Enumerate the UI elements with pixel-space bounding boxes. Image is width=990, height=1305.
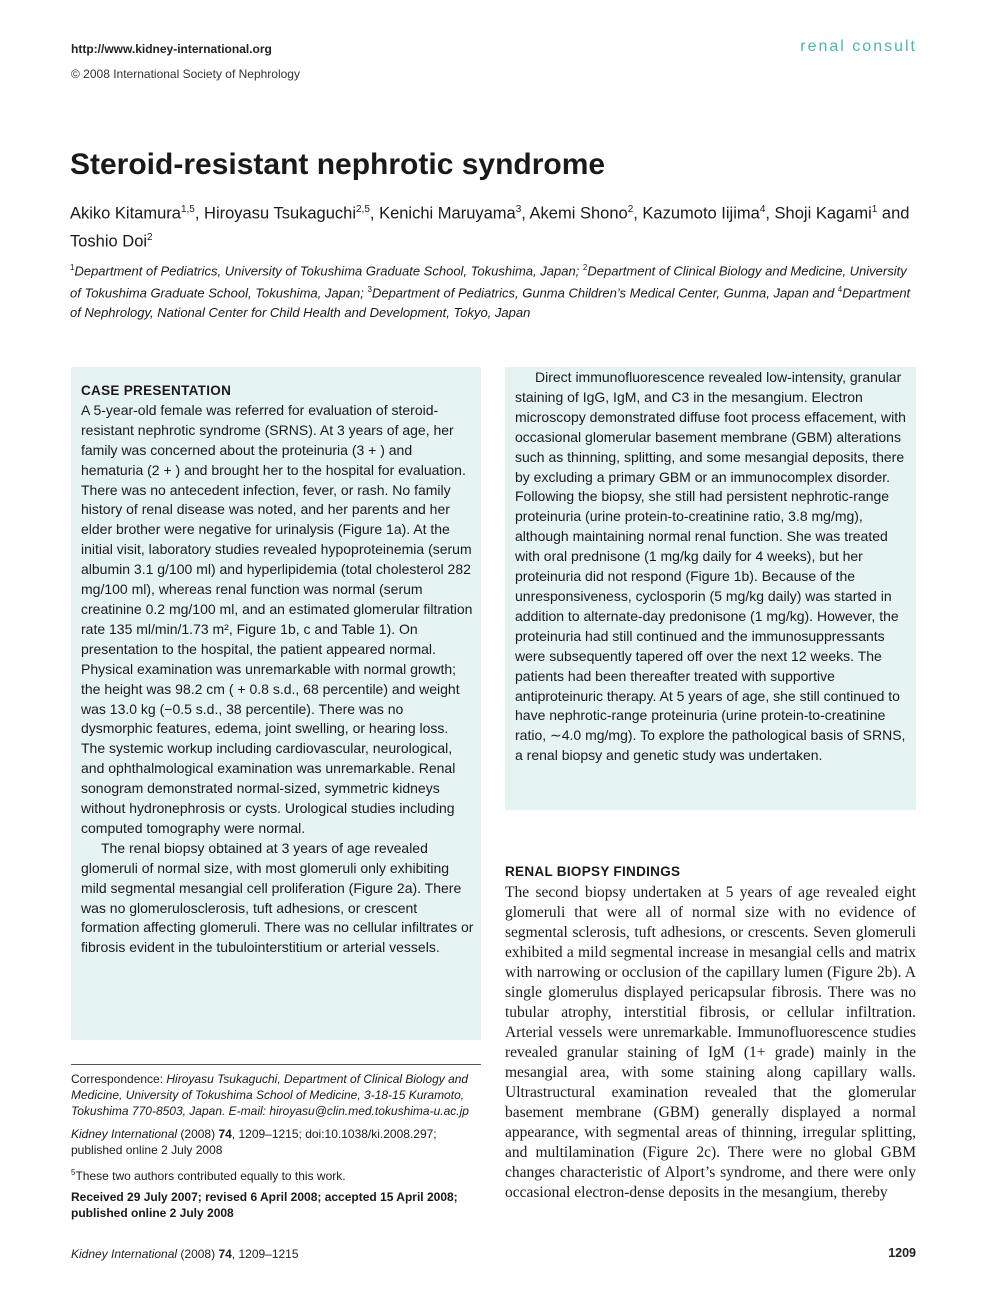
author-affiliation-mark: 4	[759, 204, 766, 215]
citation-volume: 74	[218, 1127, 232, 1141]
correspondence-note	[71, 1071, 483, 1119]
affiliation-text: Department of Clinical Biology and Medicine, University of Tokushima Graduate School, Tokushima, Japan;	[70, 263, 907, 301]
correspondence-label: Correspondence:	[71, 1072, 167, 1086]
footer-journal: Kidney International	[71, 1247, 178, 1261]
case-presentation-box	[71, 367, 481, 1040]
author-affiliation-mark: 2,5	[356, 204, 370, 215]
author-affiliation-mark: 3	[515, 204, 522, 215]
citation-journal: Kidney International	[71, 1127, 178, 1141]
journal-url[interactable]: http://www.kidney-international.org	[71, 42, 272, 56]
author-separator: ,	[633, 204, 643, 223]
affiliation-text: Department of Pediatrics, Gunma Children’s Medical Center, Gunma, Japan and	[371, 285, 838, 301]
renal-biopsy-text: The second biopsy undertaken at 5 years of age revealed eight glomeruli that were all of normal size with no evidence of segmental sclerosis, tuft adhesions, or crescents. Seven glomeruli exhibited a mild segmental increase in mesangial cells and matrix with narrowing or occlusion of the capillary lumen (Figure 2b). A single glomerulus displayed pericapsular fibrosis. There was no tubular atrophy, interstitial fibrosis, or cellular infiltration. Arterial vessels were unremarkable. Immunofluorescence studies revealed granular staining of IgM (1+ grade) mainly in the mesangial area, with some staining along capillary walls. Ultrastructural examination revealed that the glomerular basement membrane (GBM) generally displayed a normal appearance, with segmental areas of thinning, irregular splitting, and multilamination (Figure 2c). There were no global GBM changes characteristic of Alport’s syndrome, and there were only occasional electron-dense deposits in the mesangium, thereby	[505, 884, 916, 1201]
equal-contribution-text: These two authors contributed equally to this work.	[75, 1169, 346, 1183]
page-number: 1209	[888, 1246, 916, 1260]
author-separator: and	[877, 204, 910, 223]
affiliation-text: Department of Pediatrics, University of Tokushima Graduate School, Tokushima, Japan;	[74, 263, 583, 279]
author-separator: ,	[765, 204, 775, 223]
footnote-divider	[71, 1064, 481, 1065]
case-continued-box	[505, 367, 916, 810]
author-list	[70, 198, 920, 253]
affiliation-mark: 2	[582, 263, 588, 272]
author-separator: ,	[194, 204, 205, 223]
page-footer-citation	[71, 1247, 299, 1261]
copyright-notice: © 2008 International Society of Nephrology	[71, 67, 300, 81]
author-separator: ,	[369, 204, 380, 223]
footer-pages: , 1209–1215	[231, 1247, 299, 1261]
section-label: renal consult	[800, 38, 917, 55]
author-affiliation-mark: 2	[627, 204, 634, 215]
footer-volume: 74	[218, 1247, 232, 1261]
equal-contribution-mark: 5	[71, 1168, 76, 1177]
correspondence-text[interactable]: Hiroyasu Tsukaguchi, Department of Clinical Biology and Medicine, University of Tokushima School of Medicine, 3-18-15 Kuramoto, Tokushima 770-8503, Japan. E-mail: hiroyasu@clin.med.tokushima-u.ac.jp	[71, 1072, 469, 1118]
footer-year: (2008)	[177, 1247, 219, 1261]
case-paragraph-1: A 5-year-old female was referred for evaluation of steroid-resistant nephrotic syndrome (SRNS). At 3 years of age, her family was concerned about the proteinuria (3 + ) and hematuria (2 + ) and brought her to the hospital for evaluation. There was no antecedent infection, fever, or rash. No family history of renal disease was noted, and her parents and her elder brother were negative for urinalysis (Figure 1a). At the initial visit, laboratory studies revealed hypoproteinemia (serum albumin 3.1 g/100 ml) and hyperlipidemia (total cholesterol 282 mg/100 ml), whereas renal function was normal (serum creatinine 0.2 mg/100 ml, and an estimated glomerular filtration rate 135 ml/min/1.73 m², Figure 1b, c and Table 1). On presentation to the hospital, the patient appeared normal. Physical examination was unremarkable with normal growth; the height was 98.2 cm ( + 0.8 s.d., 68 percentile) and weight was 13.0 kg (−0.5 s.d., 38 percentile). There was no dysmorphic features, edema, joint swelling, or hearing loss. The systemic workup including cardiovascular, neurological, and ophthalmological examination was unremarkable. Renal sonogram demonstrated normal-sized, symmetric kidneys without hydronephrosis or cysts. Urological studies including computed tomography were normal.	[81, 401, 473, 836]
case-paragraph-3: Direct immunofluorescence revealed low-intensity, granular staining of IgG, IgM, and C3 in the mesangium. Electron microscopy demonstrated diffuse foot process effacement, with occasional glomerular basement membrane (GBM) alterations such as thinning, splitting, and some mesangial deposits, there by excluding a primary GBM or an immunocomplex disorder. Following the biopsy, she still had persistent nephrotic-range proteinuria (urine protein-to-creatinine ratio, 3.8 mg/mg), although maintaining normal renal function. She was treated with oral prednisone (1 mg/kg daily for 4 weeks), but her proteinuria did not respond (Figure 1b). Because of the unresponsiveness, cyclosporin (5 mg/kg daily) was started in addition to alternate-day predonisone (1 mg/kg). However, the proteinuria had still continued and the immunosuppressants were subsequently tapered off over the next 12 weeks. The patients had been thereafter treated with supportive antiproteinuric therapy. At 5 years of age, she still continued to have nephrotic-range proteinuria (urine protein-to-creatinine ratio, ∼4.0 mg/mg). To explore the pathological basis of SRNS, a renal biopsy and genetic study was undertaken.	[515, 369, 906, 764]
author-name: Kenichi Maruyama	[379, 204, 516, 223]
author-name: Shoji Kagami	[774, 204, 872, 223]
case-presentation-heading: CASE PRESENTATION	[81, 383, 232, 398]
affiliation-mark: 1	[70, 263, 75, 272]
author-affiliation-mark: 2	[147, 231, 153, 243]
author-affiliation-mark: 1	[871, 204, 878, 215]
affiliation-mark: 4	[837, 285, 843, 295]
author-name: Hiroyasu Tsukaguchi	[204, 204, 356, 223]
affiliation-text: Department of Nephrology, National Center for Child Health and Development, Tokyo, Japan	[70, 285, 911, 320]
author-affiliation-mark: 1,5	[180, 204, 195, 215]
affiliation-mark: 3	[367, 285, 372, 295]
equal-contribution-note	[71, 1165, 483, 1184]
author-name: Toshio Doi	[70, 232, 148, 250]
citation-year: (2008)	[177, 1127, 219, 1141]
author-name: Akemi Shono	[529, 204, 628, 223]
author-name: Akiko Kitamura	[70, 204, 181, 223]
renal-biopsy-heading: RENAL BIOPSY FINDINGS	[505, 864, 681, 879]
author-separator: ,	[521, 204, 530, 223]
case-paragraph-2: The renal biopsy obtained at 3 years of age revealed glomeruli of normal size, with most glomeruli only exhibiting mild segmental mesangial cell proliferation (Figure 2a). There was no glomerulosclerosis, tuft adhesions, or crescent formation affecting glomeruli. There was no cellular infiltrates or fibrosis evident in the tubulointerstitium or arterial vessels.	[81, 839, 474, 956]
citation-note	[71, 1126, 483, 1158]
article-title: Steroid-resistant nephrotic syndrome	[70, 148, 606, 181]
author-name: Kazumoto Iijima	[642, 204, 760, 223]
citation-details: , 1209–1215; doi:10.1038/ki.2008.297; published online 2 July 2008	[71, 1127, 437, 1157]
received-dates: Received 29 July 2007; revised 6 April 2008; accepted 15 April 2008; published online 2 July 2008	[71, 1190, 458, 1220]
affiliations	[70, 258, 920, 322]
